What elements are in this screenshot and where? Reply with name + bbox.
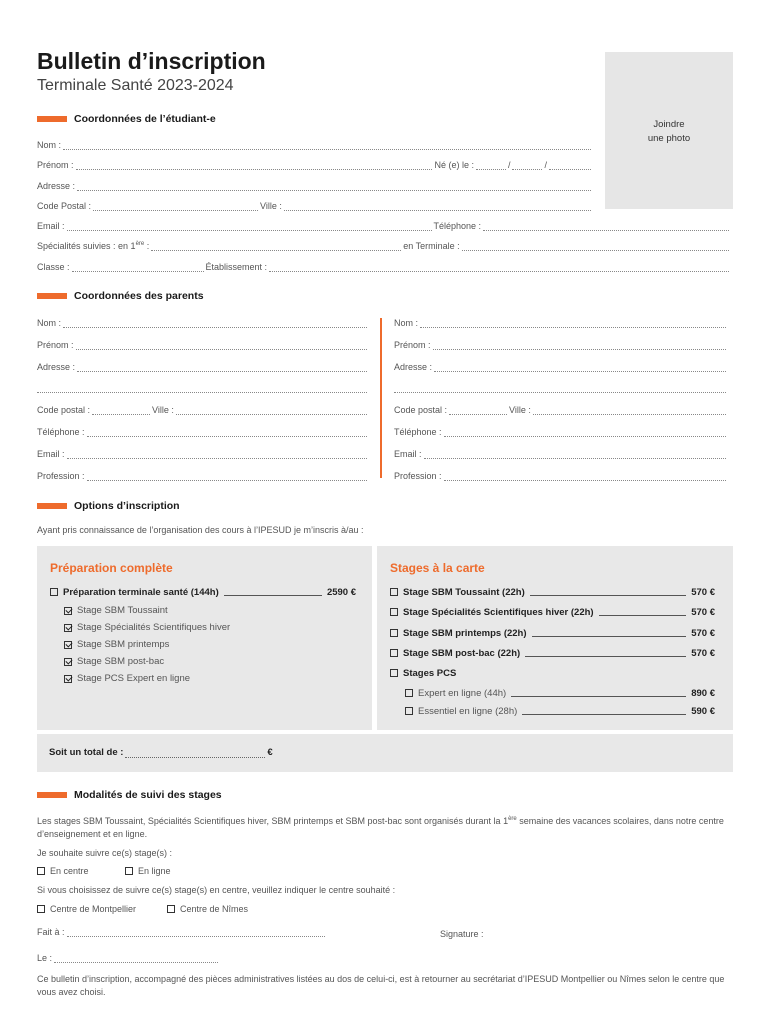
checkbox[interactable] [37,867,45,875]
stages-pcs-option[interactable]: Stages PCS [390,666,456,680]
student-nom-line[interactable] [63,141,591,150]
checked-checkbox [64,675,72,683]
parent2-telephone-field[interactable]: Téléphone : [394,425,728,437]
included-stage-item: Stage PCS Expert en ligne [64,670,230,687]
student-prenom-row: Prénom : Né (e) le : / / [37,158,593,170]
student-prenom-line[interactable] [76,161,433,170]
parent1-nom-field[interactable]: Nom : [37,316,369,328]
parents-column-separator [380,318,382,478]
section-bar [37,792,67,798]
modalites-paragraph: Les stages SBM Toussaint, Spécialités Scientifiques hiver, SBM printemps et SBM post-bac sont organisés durant la 1ère semaine des vacances scolaires, dans notre centre d’enseignement et en ligne. [37,816,724,839]
student-email-line[interactable] [67,222,432,231]
checkbox[interactable] [405,707,413,715]
student-section-title: Coordonnées de l’étudiant-e [74,113,216,125]
checked-checkbox [64,641,72,649]
pcs-expert-option[interactable]: Expert en ligne (44h) 890 € [405,686,715,700]
student-classe-row: Classe : Établissement : [37,260,731,272]
checked-checkbox [64,624,72,632]
stage-printemps-option[interactable]: Stage SBM printemps (22h) 570 € [390,626,715,640]
section-bar [37,116,67,122]
total-bar [37,734,733,772]
student-specialites-row: Spécialités suivies : en 1ère : en Terminale : [37,239,731,251]
preparation-terminale-option[interactable]: Préparation terminale santé (144h) 2590 € [50,585,356,599]
stage-postbac-option[interactable]: Stage SBM post-bac (22h) 570 € [390,646,715,660]
student-classe-line[interactable] [72,263,204,272]
parent2-profession-field[interactable]: Profession : [394,469,728,481]
student-email-tel-row: Email : Téléphone : [37,219,731,231]
birth-day-line[interactable] [476,161,506,170]
specialites-premiere-line[interactable] [151,242,401,251]
photo-label: Joindre une photo [647,119,691,144]
student-cp-ville-row: Code Postal : Ville : [37,199,593,211]
options-intro: Ayant pris connaissance de l’organisation des cours à l’IPESUD je m’inscris à/au : [37,525,364,535]
student-telephone-line[interactable] [483,222,729,231]
student-nom-field[interactable]: Nom : [37,138,593,150]
checkbox[interactable] [390,588,398,596]
options-section-header [37,500,180,512]
stage-specialites-option[interactable]: Stage Spécialités Scientifiques hiver (22h) 570 € [390,605,715,619]
section-bar [37,293,67,299]
included-stage-item: Stage SBM printemps [64,636,230,653]
preparation-complete-title: Préparation complète [50,561,173,575]
souhaite-label: Je souhaite suivre ce(s) stage(s) : [37,848,173,858]
photo-box[interactable] [605,52,733,209]
included-stage-item: Stage SBM post-bac [64,653,230,670]
checked-checkbox [64,658,72,666]
modalites-section-title: Modalités de suivi des stages [74,789,222,801]
stages-carte-title: Stages à la carte [390,561,485,575]
page-subtitle: Terminale Santé 2023-2024 [37,77,234,94]
included-stages-list [64,602,230,687]
parent1-profession-field[interactable]: Profession : [37,469,369,481]
checkbox[interactable] [405,689,413,697]
fait-a-field[interactable]: Fait à : [37,925,327,937]
parent1-prenom-field[interactable]: Prénom : [37,338,369,350]
parent2-cp-ville-row: Code postal : Ville : [394,403,728,415]
signature-label: Signature : [440,929,484,939]
date-field[interactable]: Le : [37,951,220,963]
date-line[interactable] [54,954,218,963]
parents-section-header [37,290,204,302]
fait-a-line[interactable] [67,928,325,937]
student-ville-line[interactable] [284,202,591,211]
parent2-adresse-line2[interactable] [394,381,728,393]
checkbox[interactable] [390,669,398,677]
en-centre-option[interactable]: En centre [37,866,89,876]
checkbox[interactable] [167,905,175,913]
stages-carte-box [377,546,733,730]
page-title: Bulletin d’inscription [37,48,266,74]
student-etablissement-line[interactable] [269,263,729,272]
centre-nimes-option[interactable]: Centre de Nîmes [167,904,248,914]
section-bar [37,503,67,509]
specialites-terminale-line[interactable] [462,242,729,251]
birth-month-line[interactable] [512,161,542,170]
parent2-nom-field[interactable]: Nom : [394,316,728,328]
total-amount-line[interactable] [125,749,265,758]
student-adresse-line[interactable] [77,182,591,191]
checked-checkbox [64,607,72,615]
parent1-telephone-field[interactable]: Téléphone : [37,425,369,437]
checkbox[interactable] [390,629,398,637]
centre-montpellier-option[interactable]: Centre de Montpellier [37,904,136,914]
choix-centre-label: Si vous choisissez de suivre ce(s) stage(s) en centre, veuillez indiquer le centre souhaité : [37,885,396,895]
parent1-adresse-field[interactable]: Adresse : [37,360,369,372]
student-adresse-field[interactable]: Adresse : [37,179,593,191]
parent1-email-field[interactable]: Email : [37,447,369,459]
student-cp-line[interactable] [93,202,258,211]
options-section-title: Options d’inscription [74,500,180,512]
parent1-cp-ville-row: Code postal : Ville : [37,403,369,415]
birth-year-line[interactable] [549,161,591,170]
parents-section-title: Coordonnées des parents [74,290,204,302]
parent2-adresse-field[interactable]: Adresse : [394,360,728,372]
preparation-complete-box [37,546,372,730]
parent2-email-field[interactable]: Email : [394,447,728,459]
stage-toussaint-option[interactable]: Stage SBM Toussaint (22h) 570 € [390,585,715,599]
included-stage-item: Stage Spécialités Scientifiques hiver [64,619,230,636]
footer-note: Ce bulletin d’inscription, accompagné des pièces administratives listées au dos de celui-ci, est à retourner au secrétariat d’IPESUD Montpellier ou Nîmes selon le centre que vous avez choisi. [37,974,725,997]
student-section-header [37,113,216,125]
total-row: Soit un total de : € [49,747,273,758]
checkbox[interactable] [390,608,398,616]
checkbox[interactable] [390,649,398,657]
parent1-adresse-line2[interactable] [37,381,369,393]
en-ligne-option[interactable]: En ligne [125,866,171,876]
checkbox[interactable] [37,905,45,913]
pcs-essentiel-option[interactable]: Essentiel en ligne (28h) 590 € [405,704,715,718]
included-stage-item: Stage SBM Toussaint [64,602,230,619]
checkbox[interactable] [125,867,133,875]
parent2-prenom-field[interactable]: Prénom : [394,338,728,350]
modalites-section-header [37,789,222,801]
checkbox[interactable] [50,588,58,596]
